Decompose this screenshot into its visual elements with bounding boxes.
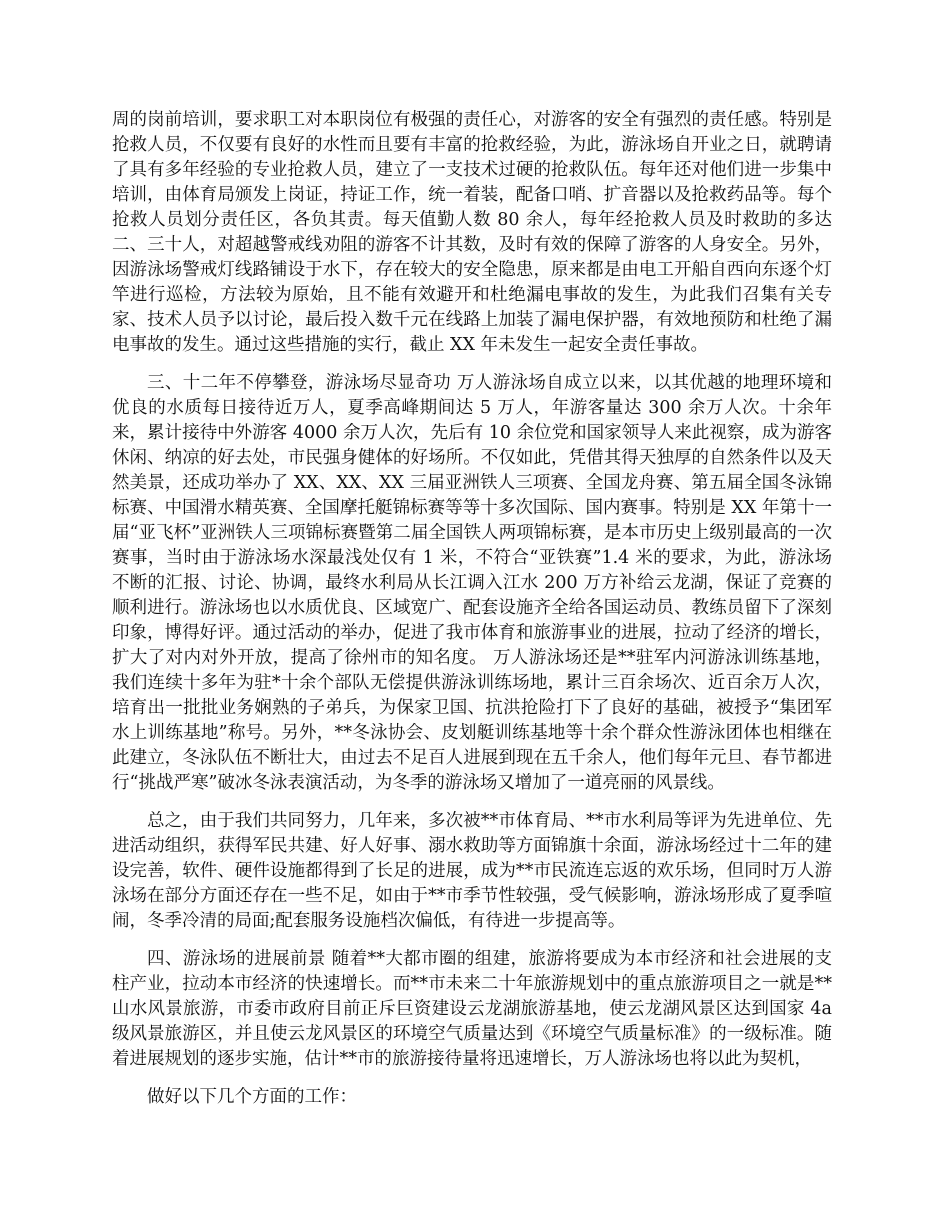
paragraph-section-three: 三、十二年不停攀登，游泳场尽显奇功 万人游泳场自成立以来，以其优越的地理环境和优良的水质每日接待近万人，夏季高峰期间达 5 万人，年游客量达 300 余万人次。十余年来，累计接待中外游客 4000 余万人次，先后有 10 余位党和国家领导人来此视察，成为游客休闲、纳凉的好去处，市民强身健体的好场所。不仅如此，凭借其得天独厚的自然条件以及天然美景，还成功举办了 XX、XX、XX 三届亚洲铁人三项赛、全国龙舟赛、第五届全国冬泳锦标赛、中国滑水精英赛、全国摩托艇锦标赛等等十多次国际、国内赛事。特别是 XX 年第十一届“亚飞杯”亚洲铁人三项锦标赛暨第二届全国铁人两项锦标赛，是本市历史上级别最高的一次赛事，当时由于游泳场水深最浅处仅有 1 米，不符合“亚铁赛”1.4 米的要求，为此，游泳场不断的汇报、讨论、协调，最终水利局从长江调入江水 200 万方补给云龙湖，保证了竞赛的顺利进行。游泳场也以水质优良、区域宽广、配套设施齐全给各国运动员、教练员留下了深刻印象，博得好评。通过活动的举办，促进了我市体育和旅游事业的进展，拉动了经济的增长，扩大了对内对外开放，提高了徐州市的知名度。 万人游泳场还是**驻军内河游泳训练基地，我们连续十多年为驻*十余个部队无偿提供游泳训练场地，累计三百余场次、近百余万人次，培育出一批批业务娴熟的子弟兵，为保家卫国、抗洪抢险打下了良好的基础，被授予“集团军水上训练基地”称号。另外，**冬泳协会、皮划艇训练基地等十余个群众性游泳团体也相继在此建立，冬泳队伍不断壮大，由过去不足百人进展到现在五千余人，他们每年元旦、春节都进行“挑战严寒”破冰冬泳表演活动，为冬季的游泳场又增加了一道亮丽的风景线。 [112, 373, 832, 793]
paragraph-work-intro: 做好以下几个方面的工作： [147, 1087, 357, 1107]
paragraph-safety-measures: 周的岗前培训，要求职工对本职岗位有极强的责任心，对游客的安全有强烈的责任感。特别是抢救人员，不仅要有良好的水性而且要有丰富的抢救经验，为此，游泳场自开业之日，就聘请了具有多年经验的专业抢救人员，建立了一支技术过硬的抢救队伍。每年还对他们进一步集中培训，由体育局颁发上岗证，持证工作，统一着装，配备口哨、扩音器以及抢救药品等。每个抢救人员划分责任区，各负其责。每天值勤人数 80 余人，每年经抢救人员及时救助的多达二、三十人，对超越警戒线劝阻的游客不计其数，及时有效的保障了游客的人身安全。另外，因游泳场警戒灯线路铺设于水下，存在较大的安全隐患，原来都是由电工开船自西向东逐个灯竿进行巡检，方法较为原始，且不能有效避开和杜绝漏电事故的发生，为此我们召集有关专家、技术人员予以讨论，最后投入数千元在线路上加装了漏电保护器，有效地预防和杜绝了漏电事故的发生。通过这些措施的实行，截止 XX 年未发生一起安全责任事故。 [112, 110, 832, 355]
paragraph-summary: 总之，由于我们共同努力，几年来，多次被**市体育局、**市水利局等评为先进单位、先进活动组织，获得军民共建、好人好事、溺水救助等方面锦旗十余面，游泳场经过十二年的建设完善，软件、硬件设施都得到了长足的进展，成为**市民流连忘返的欢乐场，但同时万人游泳场在部分方面还存在一些不足，如由于**市季节性较强，受气候影响，游泳场形成了夏季喧闹，冬季冷清的局面;配套服务设施档次偏低，有待进一步提高等。 [112, 811, 832, 931]
paragraph-section-four: 四、游泳场的进展前景 随着**大都市圈的组建，旅游将要成为本市经济和社会进展的支柱产业，拉动本市经济的快速增长。而**市未来二十年旅游规划中的重点旅游项目之一就是**山水风景旅游，市委市政府目前正斥巨资建设云龙湖旅游基地，使云龙湖风景区达到国家 4a 级风景旅游区，并且使云龙风景区的环境空气质量达到《环境空气质量标准》的一级标准。随着进展规划的逐步实施，估计**市的旅游接待量将迅速增长，万人游泳场也将以此为契机， [112, 949, 832, 1069]
document-body [112, 108, 832, 1123]
